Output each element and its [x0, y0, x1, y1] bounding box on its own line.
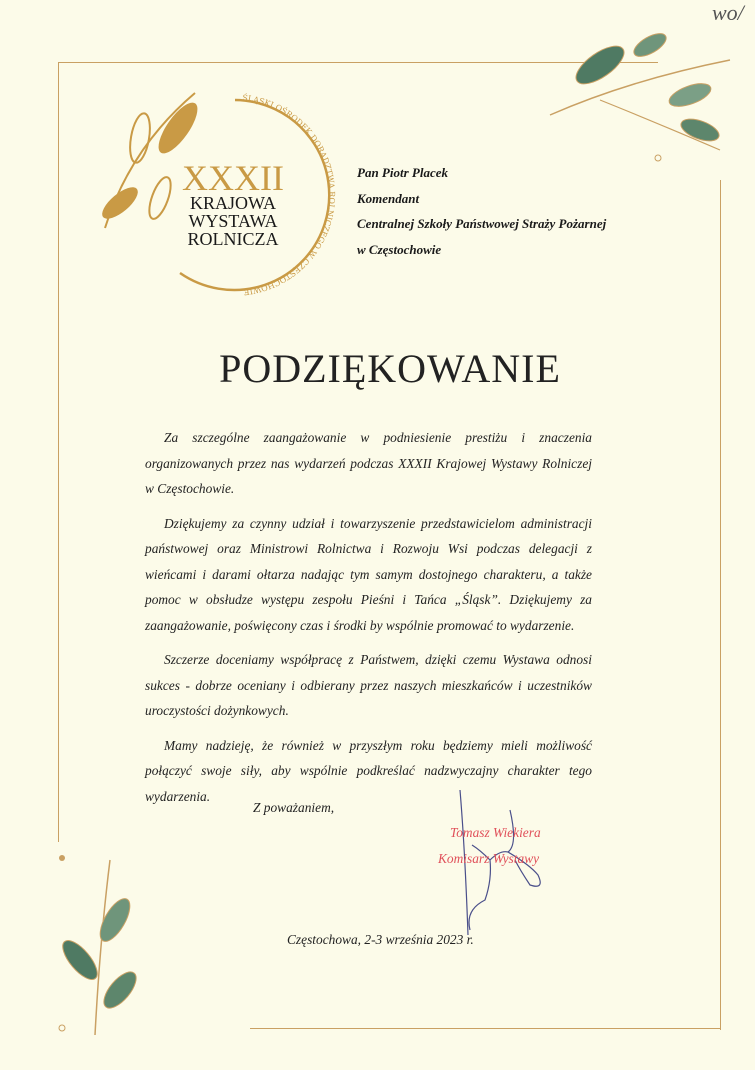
frame-right: [720, 180, 721, 1030]
frame-left: [58, 62, 59, 842]
handwritten-mark: wo/: [712, 0, 744, 25]
logo-number: XXXII: [182, 158, 284, 198]
svg-text:ŚLĄSKI OŚRODEK DORADZTWA ROLNI: ŚLĄSKI OŚRODEK DORADZTWA ROLNICZEGO W CZĘSTOCHOWIE: [241, 93, 337, 297]
document-title: PODZIĘKOWANIE: [219, 346, 561, 391]
paragraph: Dziękujemy za czynny udział i towarzyszenie przedstawicielom administracji państwowej oraz Ministrowi Rolnictwa i Rozwoju Wsi podczas delegacji z wieńcami i darami ołtarza nadając tym samym dostojnego charakteru, a także pomoc w obsłudze występu zespołu Pieśni i Tańca „Śląsk”. Dziękujemy za zaangażowanie, poświęcony czas i środki by wspólnie promować to wydarzenie.: [145, 515, 592, 633]
recipient-role: Komendant: [357, 190, 420, 206]
recipient-name: Pan Piotr Placek: [357, 165, 448, 180]
logo-line3: ROLNICZA: [187, 229, 279, 249]
recipient-institution: Centralnej Szkoły Państwowej Straży Pożarnej: [357, 216, 607, 231]
paragraph: Za szczególne zaangażowanie w podniesienie prestiżu i znaczenia organizowanych przez nas wydarzeń podczas XXXII Krajowej Wystawy Rolniczej w Częstochowie.: [145, 430, 592, 496]
frame-bottom: [250, 1028, 720, 1029]
leaves-decoration-bottom-icon: [40, 840, 150, 1040]
letter-body: [145, 425, 592, 818]
paragraph: Mamy nadzieję, że również w przyszłym roku będziemy mieli możliwość połączyć swoje siły, aby wspólnie podkreślać nadzwyczajny charakter tego wydarzenia.: [145, 737, 592, 804]
recipient-city: w Częstochowie: [357, 241, 442, 257]
leaves-decoration-top-icon: [540, 20, 740, 170]
place-date: Częstochowa, 2-3 września 2023 r.: [287, 932, 474, 947]
logo-line1: KRAJOWA: [189, 193, 276, 213]
signatory-name: Tomasz Wiekiera: [450, 825, 541, 840]
logo-line2: WYSTAWA: [188, 211, 278, 231]
paragraph: Szczerze doceniamy współpracę z Państwem, dzięki czemu Wystawa odnosi sukces - dobrze oceniany i odbierany przez naszych mieszkańców i uczestników uroczystości dożynkowych.: [145, 652, 592, 718]
closing: Z poważaniem,: [253, 800, 335, 815]
exhibition-logo: [100, 88, 360, 298]
recipient-block: [357, 160, 606, 262]
signatory-role: Komisarz Wystawy: [438, 851, 540, 866]
